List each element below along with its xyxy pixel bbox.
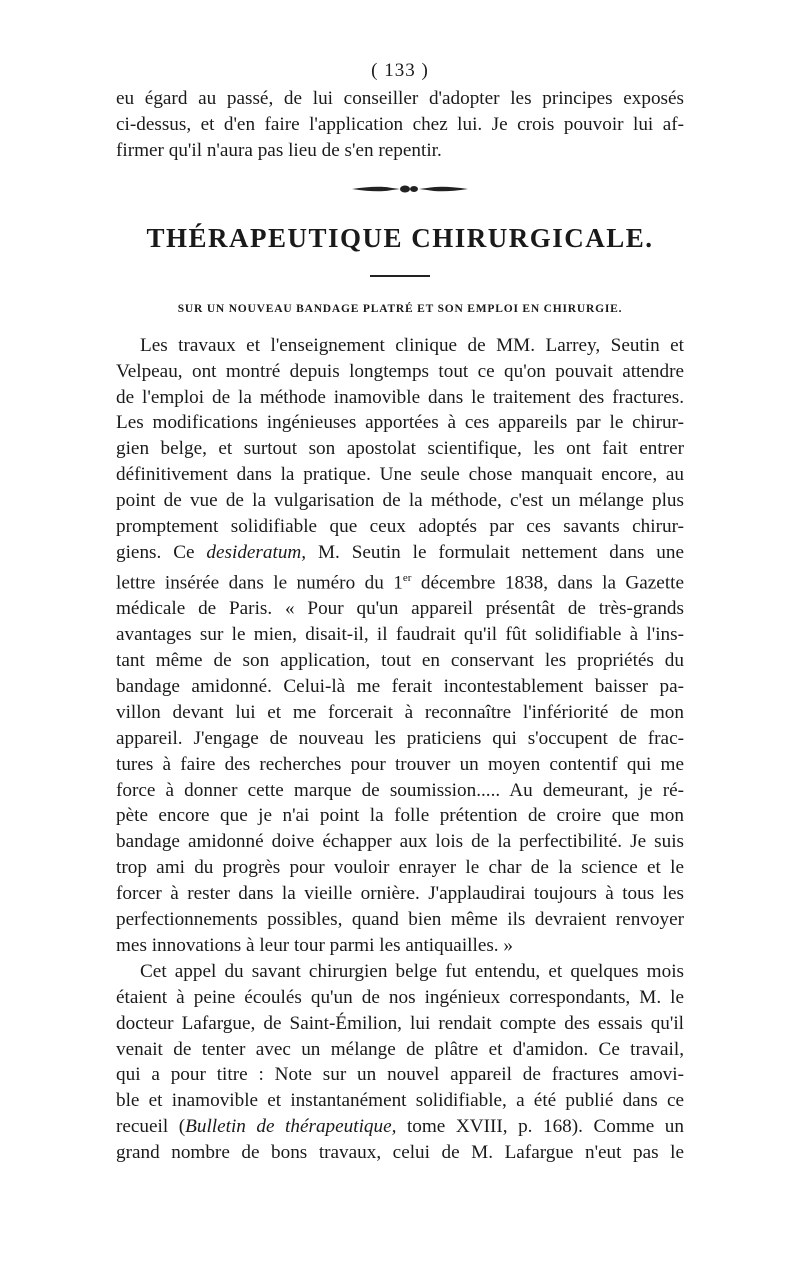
text-line: étaient à peine écoulés qu'un de nos ingénieux correspondants, M. le xyxy=(116,986,684,1008)
text-line: pète encore que je n'ai point la folle prétention de croire que mon xyxy=(116,805,684,827)
paragraph-1 xyxy=(116,333,684,959)
title-rule xyxy=(370,275,430,277)
text-line: ble et inamovible et instantanément solidifiable, a été publié dans ce xyxy=(116,1090,684,1112)
text-line: Velpeau, ont montré depuis longtemps tout ce qu'on pouvait attendre xyxy=(116,360,684,382)
text-line xyxy=(116,1114,684,1140)
text-line: venait de tenter avec un mélange de plâtre et d'amidon. Ce travail, xyxy=(116,1038,684,1060)
page-number: ( 133 ) xyxy=(371,60,429,81)
intro-paragraph xyxy=(116,86,684,164)
paragraph-2 xyxy=(116,959,684,1166)
text-line: promptement solidifiable que ceux adoptés par ces savants chirur- xyxy=(116,516,684,538)
article-subtitle: SUR UN NOUVEAU BANDAGE PLATRÉ ET SON EMPLOI EN CHIRURGIE. xyxy=(177,302,623,315)
text-line: point de vue de la vulgarisation de la méthode, c'est un mélange plus xyxy=(116,490,684,512)
document-page xyxy=(116,58,684,1166)
text-line: forcer à rester dans la vieille ornière. J'applaudirai toujours à tous les xyxy=(116,883,684,905)
text-line: Cet appel du savant chirurgien belge fut entendu, et quelques mois xyxy=(140,960,684,982)
text-line: eu égard au passé, de lui conseiller d'adopter les principes exposés xyxy=(116,88,684,109)
text-line: médicale de Paris. « Pour qu'un appareil présentât de très-grands xyxy=(116,598,684,620)
text-line: tant même de son application, tout en conservant les propriétés du xyxy=(116,649,684,671)
text-line: bandage amidonné doive échapper aux lois de la perfectibilité. Je suis xyxy=(116,831,684,853)
text-line: force à donner cette marque de soumission..... Au demeurant, je ré- xyxy=(116,779,684,801)
text-line: gien belge, et surtout son apostolat scientifique, les ont fait entrer xyxy=(116,438,684,460)
section-title: THÉRAPEUTIQUE CHIRURGICALE. xyxy=(146,222,654,253)
text-line: bandage amidonné. Celui-là me ferait incontestablement baisser pa- xyxy=(116,675,684,697)
text-line: trop ami du progrès pour vouloir enrayer le char de la science et le xyxy=(116,857,684,879)
text-line: firmer qu'il n'aura pas lieu de s'en repentir. xyxy=(116,139,442,161)
italic-term: desideratum, xyxy=(206,541,307,563)
text-line: qui a pour titre : Note sur un nouvel appareil de fractures amovi- xyxy=(116,1064,684,1086)
text-segment: giens. Ce xyxy=(116,541,207,563)
text-line: définitivement dans la pratique. Une seule chose manquait encore, au xyxy=(116,464,684,486)
text-line: Les modifications ingénieuses apportées à ces appareils par le chirur- xyxy=(116,412,684,434)
text-line: docteur Lafargue, de Saint-Émilion, lui rendait compte des essais qu'il xyxy=(116,1012,684,1034)
text-line: villon devant lui et me forcerait à reconnaître l'infériorité de mon xyxy=(116,701,684,723)
text-line: appareil. J'engage de nouveau les praticiens qui s'occupent de frac- xyxy=(116,727,684,749)
text-segment: tome XVIII, p. 168). Comme un xyxy=(396,1116,684,1138)
text-line: mes innovations à leur tour parmi les antiquailles. » xyxy=(116,934,513,956)
text-segment: lettre insérée dans le numéro du 1 xyxy=(116,572,403,594)
text-line: grand nombre de bons travaux, celui de M. Lafargue n'eut pas le xyxy=(116,1142,684,1164)
text-segment: décembre 1838, dans la Gazette xyxy=(411,572,684,594)
text-line: perfectionnements possibles, quand bien même ils devraient renvoyer xyxy=(116,909,684,931)
text-segment: recueil ( xyxy=(116,1116,186,1138)
text-line: ci-dessus, et d'en faire l'application chez lui. Je crois pouvoir lui af- xyxy=(116,113,684,135)
text-segment: M. Seutin le formulait nettement dans une xyxy=(306,541,684,563)
text-line: avantages sur le mien, disait-il, il faudrait qu'il fût solidifiable à l'ins- xyxy=(116,624,684,646)
text-line xyxy=(116,540,684,566)
text-line xyxy=(116,566,684,596)
superscript: er xyxy=(402,571,412,584)
ornament-divider-icon xyxy=(116,174,684,204)
text-line: Les travaux et l'enseignement clinique de MM. Larrey, Seutin et xyxy=(140,334,684,356)
italic-title: Bulletin de thérapeutique, xyxy=(185,1116,397,1138)
text-line: tures à faire des recherches pour trouver un moyen contentif qui me xyxy=(116,753,684,775)
text-line: de l'emploi de la méthode inamovible dans le traitement des fractures. xyxy=(116,386,684,408)
